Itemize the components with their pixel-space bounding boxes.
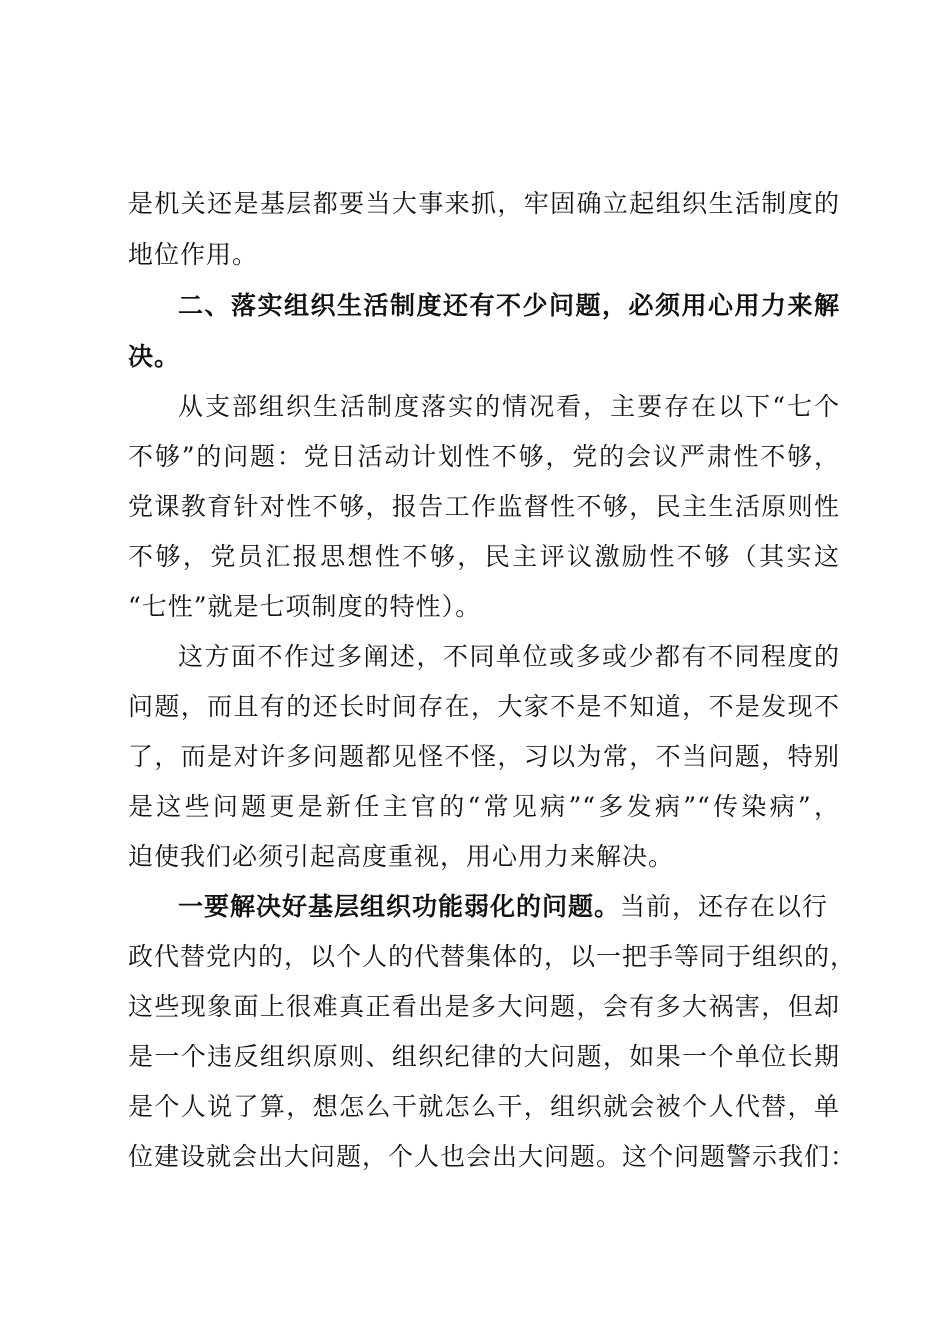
bold-lead: 一要解决好基层组织功能弱化的问题。 — [178, 892, 621, 921]
text-line — [178, 890, 840, 924]
text-line: 不够”的问题：党日活动计划性不够，党的会议严肃性不够， — [128, 442, 840, 471]
text-line: 迫使我们必须引起高度重视，用心用力来解决。 — [128, 842, 675, 871]
text-line: “七性”就是七项制度的特性）。 — [128, 592, 482, 621]
section-heading: 二、落实组织生活制度还有不少问题，必须用心用力来解 — [178, 291, 840, 320]
text-line: 不够，党员汇报思想性不够，民主评议激励性不够（其实这 — [128, 542, 840, 571]
text-line: 是个人说了算，想怎么干就怎么干，组织就会被个人代替，单 — [128, 1092, 840, 1121]
text-line: 这些现象面上很难真正看出是多大问题，会有多大祸害，但却 — [128, 992, 840, 1021]
text-line: 地位作用。 — [128, 240, 259, 269]
text-line: 从支部组织生活制度落实的情况看，主要存在以下“七个 — [178, 392, 840, 421]
text-line: 这方面不作过多阐述，不同单位或多或少都有不同程度的 — [178, 642, 840, 671]
text-line: 政代替党内的，以个人的代替集体的，以一把手等同于组织的， — [128, 942, 857, 971]
text-line: 位建设就会出大问题，个人也会出大问题。这个问题警示我们： — [128, 1142, 857, 1171]
text-run: 当前，还存在以行 — [620, 892, 829, 921]
text-line: 是一个违反组织原则、组织纪律的大问题，如果一个单位长期 — [128, 1042, 840, 1071]
text-line: 党课教育针对性不够，报告工作监督性不够，民主生活原则性 — [128, 492, 840, 521]
text-line: 了，而是对许多问题都见怪不怪，习以为常，不当问题，特别 — [128, 742, 840, 771]
text-line: 是机关还是基层都要当大事来抓，牢固确立起组织生活制度的 — [128, 189, 840, 218]
section-heading-continuation: 决。 — [128, 342, 181, 371]
text-line: 是这些问题更是新任主官的“常见病”“多发病”“传染病”， — [128, 792, 840, 821]
text-line: 问题，而且有的还长时间存在，大家不是不知道，不是发现不 — [128, 692, 840, 721]
